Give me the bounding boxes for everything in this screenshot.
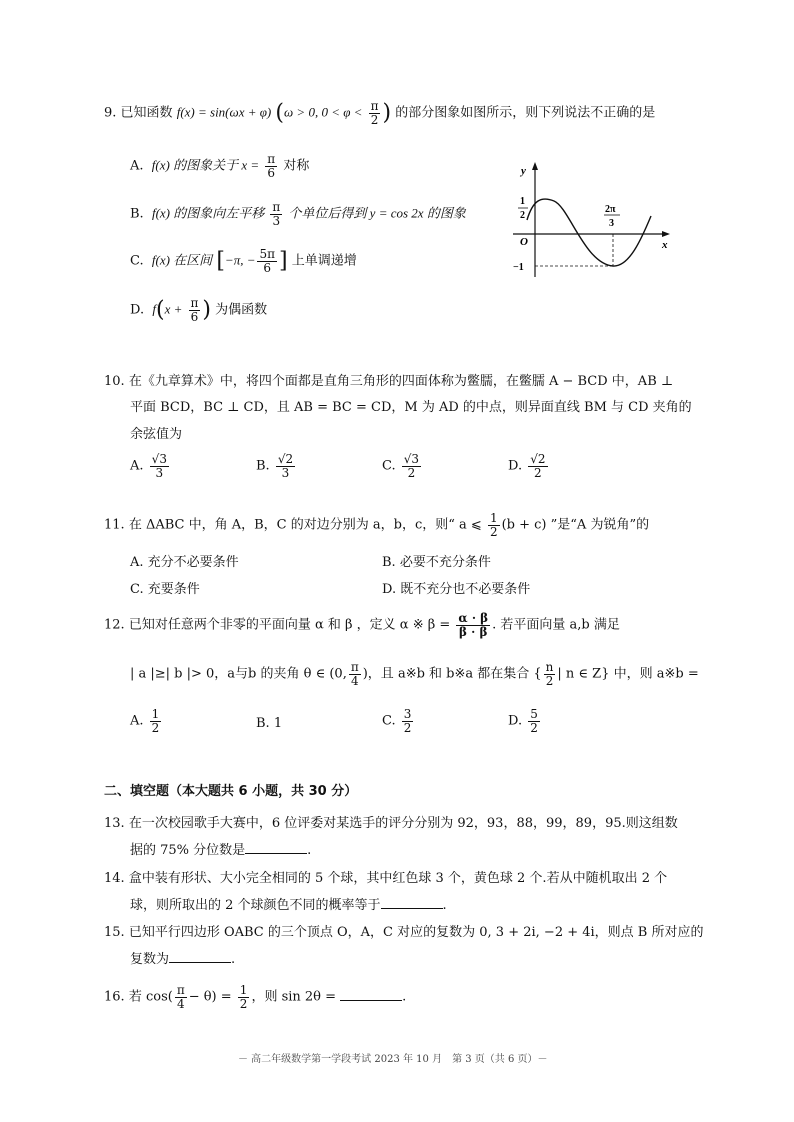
question-number: 13. <box>104 816 125 831</box>
option-10b: B. $\frac{√2}{3}$ <box>256 452 294 480</box>
answer-blank <box>169 950 231 963</box>
option-9c: C. f(x) 在区间 [−π, − $\frac{5\pi}{6}$ ] 上单调递增 <box>130 247 357 275</box>
question-12-line1: 12. 已知对任意两个非零的平面向量 α 和 β ，定义 α ※ β = $\frac{\alpha \cdot \beta}{\beta \cdot \beta}$ . 若平面向量 a,b 满足 <box>104 611 620 639</box>
answer-blank <box>245 841 307 854</box>
question-number: 14. <box>104 871 125 886</box>
y-min-label: −1 <box>513 262 524 273</box>
y-axis-label: y <box>521 165 526 177</box>
option-9d: D. f(x + $\frac{\pi}{6}$ ) 为偶函数 <box>130 296 268 324</box>
x-tick-num: 2π <box>605 204 616 215</box>
question-9-stem: 9. 已知函数 f(x) = sin(ωx + φ) (ω > 0, 0 < φ < $\frac{\pi}{2}$ ) 的部分图象如图所示，则下列说法不正确的是 <box>104 99 656 127</box>
question-12-line2: | a |≥| b |> 0，a与b 的夹角 θ ∈ (0, $\frac{\pi}{4}$ )，且 a※b 和 b※a 都在集合 { $\frac{n}{2}$ | n ∈ Z} 中，则 a※b = <box>130 660 699 688</box>
question-number: 16. <box>104 989 125 1005</box>
option-11d: D. 既不充分也不必要条件 <box>382 582 531 597</box>
page-footer: － 高二年级数学第一学段考试 2023 年 10 月 第 3 页（共 6 页）－ <box>238 1054 548 1065</box>
option-12a: A. $\frac{1}{2}$ <box>130 707 160 735</box>
option-12c: C. $\frac{3}{2}$ <box>382 707 412 735</box>
option-11b: B. 必要不充分条件 <box>382 555 491 570</box>
question-16: 16. 若 cos( $\frac{\pi}{4}$ − θ) = $\frac{1}{2}$ ，则 sin 2θ = . <box>104 983 407 1011</box>
question-15-line1: 15. 已知平行四边形 OABC 的三个顶点 O，A，C 对应的复数为 0, 3 + 2i, −2 + 4i，则点 B 所对应的 <box>104 925 704 940</box>
x-tick-den: 3 <box>609 218 614 229</box>
section-heading: 二、填空题（本大题共 6 小题，共 30 分） <box>104 784 358 799</box>
question-13-line1: 13. 在一次校园歌手大赛中，6 位评委对某选手的评分分别为 92，93，88，99，89，95.则这组数 <box>104 816 678 831</box>
sine-graph <box>505 160 675 280</box>
question-11-stem: 11. 在 ΔABC 中，角 A，B，C 的对边分别为 a，b，c，则“ a ⩽ $\frac{1}{2}$ (b + c) ”是“A 为锐角”的 <box>104 511 650 539</box>
question-number: 12. <box>104 617 125 633</box>
option-11a: A. 充分不必要条件 <box>130 555 239 570</box>
question-14-line1: 14. 盒中装有形状、大小完全相同的 5 个球，其中红色球 3 个，黄色球 2 个.若从中随机取出 2 个 <box>104 871 668 886</box>
option-10c: C. $\frac{√3}{2}$ <box>382 452 420 480</box>
question-10-line2: 平面 BCD，BC ⊥ CD，且 AB = BC = CD，M 为 AD 的中点，则异面直线 BM 与 CD 夹角的 <box>130 400 692 415</box>
origin-label: O <box>520 236 528 248</box>
answer-blank <box>340 988 402 1001</box>
question-10-line3: 余弦值为 <box>130 427 183 442</box>
question-10-line1: 10. 在《九章算术》中，将四个面都是直角三角形的四面体称为鳖臑，在鳖臑 A − BCD 中，AB ⊥ <box>104 374 674 389</box>
option-10d: D. $\frac{√2}{2}$ <box>508 452 546 480</box>
option-9a: A. f(x) 的图象关于 x = $\frac{\pi}{6}$ 对称 <box>130 152 310 180</box>
question-14-line2: 球，则所取出的 2 个球颜色不同的概率等于 . <box>130 898 447 913</box>
y-tick-half-den: 2 <box>520 210 525 221</box>
option-11c: C. 充要条件 <box>130 582 200 597</box>
x-axis-label: x <box>662 239 668 251</box>
option-12d: D. $\frac{5}{2}$ <box>508 707 538 735</box>
answer-blank <box>381 896 443 909</box>
y-tick-half-num: 1 <box>520 196 525 207</box>
option-12b: B. 1 <box>256 716 283 731</box>
option-10a: A. $\frac{√3}{3}$ <box>130 452 167 480</box>
question-number: 10. <box>104 374 125 389</box>
question-13-line2: 据的 75% 分位数是 . <box>130 843 312 858</box>
question-number: 9. <box>104 105 117 121</box>
question-15-line2: 复数为 . <box>130 952 236 967</box>
question-number: 11. <box>104 517 125 533</box>
question-number: 15. <box>104 925 125 940</box>
option-9b: B. f(x) 的图象向左平移 $\frac{\pi}{3}$ 个单位后得到 y = cos 2x 的图象 <box>130 200 466 228</box>
